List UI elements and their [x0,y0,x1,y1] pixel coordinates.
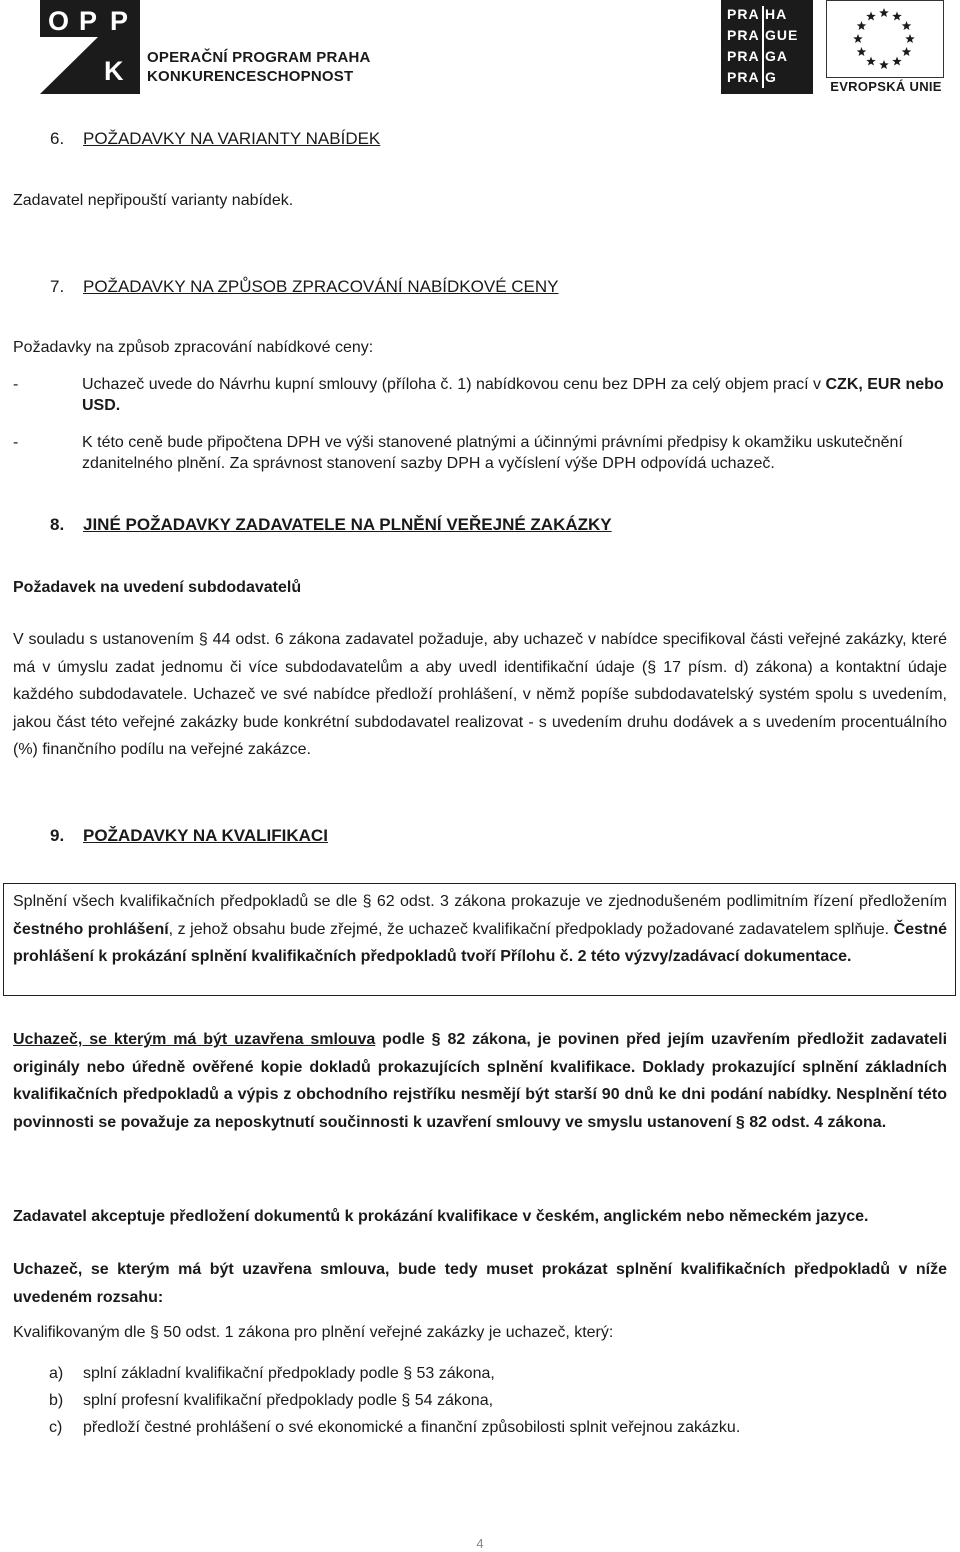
section-title: POŽADAVKY NA ZPŮSOB ZPRACOVÁNÍ NABÍDKOVÉ CENY [83,277,559,296]
section-number: 8. [50,515,65,534]
section-8-subtitle: Požadavek na uvedení subdodavatelů [13,579,302,596]
opp-text-line2: KONKURENCESCHOPNOST [147,68,354,85]
section-title: JINÉ POŽADAVKY ZADAVATELE NA PLNĚNÍ VEŘEJNÉ ZAKÁZKY [83,515,612,534]
eu-label: EVROPSKÁ UNIE [830,79,942,94]
opp-letter-o: O [48,6,70,36]
section-number: 7. [50,277,65,296]
eu-star-icon [902,47,912,56]
opp-letter-p1: P [79,6,98,36]
section-8-heading [50,515,612,535]
eu-star-icon [879,60,889,69]
section-title: POŽADAVKY NA VARIANTY NABÍDEK [83,129,381,148]
list-item: c) předloží čestné prohlášení o své ekonomické a finanční způsobilosti splnit veřejnou zakázku. [49,1419,741,1436]
eu-star-icon [853,34,863,43]
eu-flag-icon [826,0,944,78]
section-8-text: V souladu s ustanovením § 44 odst. 6 zákona zadavatel požaduje, aby uchazeč v nabídce specifikoval části veřejné zakázky, které má v úmyslu zadat jednomu či více subdodavatelům a aby uvedl identifikační údaje (§ 17 písm. d) zákona) a kontaktní údaje každého subdodavatele. Uchazeč ve své nabídce předloží prohlášení, v němž popíše subdodavatelský systém spolu s uvedením, jakou část této veřejné zakázky bude konkrétní subdodavatel realizovat - s uvedením druhu dodávek a s uvedením procentuálního (%) finančního podílu na veřejné zakázce. [13,631,947,758]
eu-star-icon [902,21,912,30]
eu-star-icon [892,11,902,20]
section-9-paragraph-4: Kvalifikovaným dle § 50 odst. 1 zákona pro plnění veřejné zakázky je uchazeč, který: [13,1324,614,1341]
section-number: 6. [50,129,65,148]
section-6-heading [50,129,380,149]
opp-letter-p2: P [110,6,129,36]
list-item: a) splní základní kvalifikační předpoklady podle § 53 zákona, [49,1365,495,1382]
list-item: - Uchazeč uvede do Návrhu kupní smlouvy (příloha č. 1) nabídkovou cenu bez DPH za celý objem prací v CZK, EUR nebo USD. [13,376,944,414]
section-7-heading [50,277,559,297]
list-item: b) splní profesní kvalifikační předpoklady podle § 54 zákona, [49,1392,494,1409]
section-9-paragraph-2: Zadavatel akceptuje předložení dokumentů k prokázání kvalifikace v českém, anglickém nebo německém jazyce. [13,1208,869,1225]
section-6-text: Zadavatel nepřipouští varianty nabídek. [13,192,294,209]
section-9-paragraph-1: Uchazeč, se kterým má být uzavřena smlouva podle § 82 zákona, je povinen před jejím uzavřením předložit zadavateli originály nebo úředně ověřené kopie dokladů prokazujících splnění kvalifikace. Doklady prokazující splnění základních kvalifikačních předpokladů a výpis z obchodního rejstříku nesmějí být starší 90 dnů ke dni podání nabídky. Nesplnění této povinnosti se považuje za neposkytnutí součinnosti k uzavření smlouvy ve smyslu ustanovení § 82 odst. 4 zákona. [13,1031,948,1131]
prague-logo-row: PRA GA [727,48,788,64]
eu-star-icon [857,47,867,56]
page-number: 4 [476,1536,484,1551]
eu-star-icon [857,21,867,30]
section-title: POŽADAVKY NA KVALIFIKACI [83,826,328,845]
section-7-intro: Požadavky na způsob zpracování nabídkové ceny: [13,339,374,356]
qualification-box-text: Splnění všech kvalifikačních předpokladů se dle § 62 odst. 3 zákona prokazuje ve zjednodušeném podlimitním řízení předložením čestného prohlášení, z jehož obsahu bude zřejmé, že uchazeč kvalifikační předpoklady požadované zadavatelem splňuje. Čestné prohlášení k prokázání splnění kvalifikačních předpokladů tvoří Přílohu č. 2 této výzvy/zadávací dokumentace. [13,893,947,965]
list-item: - K této ceně bude připočtena DPH ve výši stanovené platnými a účinnými právními předpisy k okamžiku uskutečnění zdanitelného plnění. Za správnost stanovení sazby DPH a vyčíslení výše DPH odpovídá uchazeč. [13,434,903,472]
eu-star-icon [879,8,889,17]
opp-letter-k: K [104,56,124,86]
prague-logo-row: PRA G [727,69,777,85]
opp-text-line1: OPERAČNÍ PROGRAM PRAHA [147,49,371,66]
eu-star-icon [892,57,902,66]
eu-star-icon [866,57,876,66]
section-9-heading [50,826,328,846]
section-number: 9. [50,826,65,845]
eu-star-icon [905,34,915,43]
prague-logo-row: PRA HA [727,6,788,22]
opp-logo-triangle [40,37,98,94]
section-9-paragraph-3: Uchazeč, se kterým má být uzavřena smlouva, bude tedy muset prokázat splnění kvalifikačních předpokladů v níže uvedeném rozsahu: [13,1261,947,1306]
eu-star-icon [866,11,876,20]
opp-logo-mark [40,0,140,94]
prague-logo-row: PRA GUE [727,27,799,43]
prague-logo [721,0,813,94]
